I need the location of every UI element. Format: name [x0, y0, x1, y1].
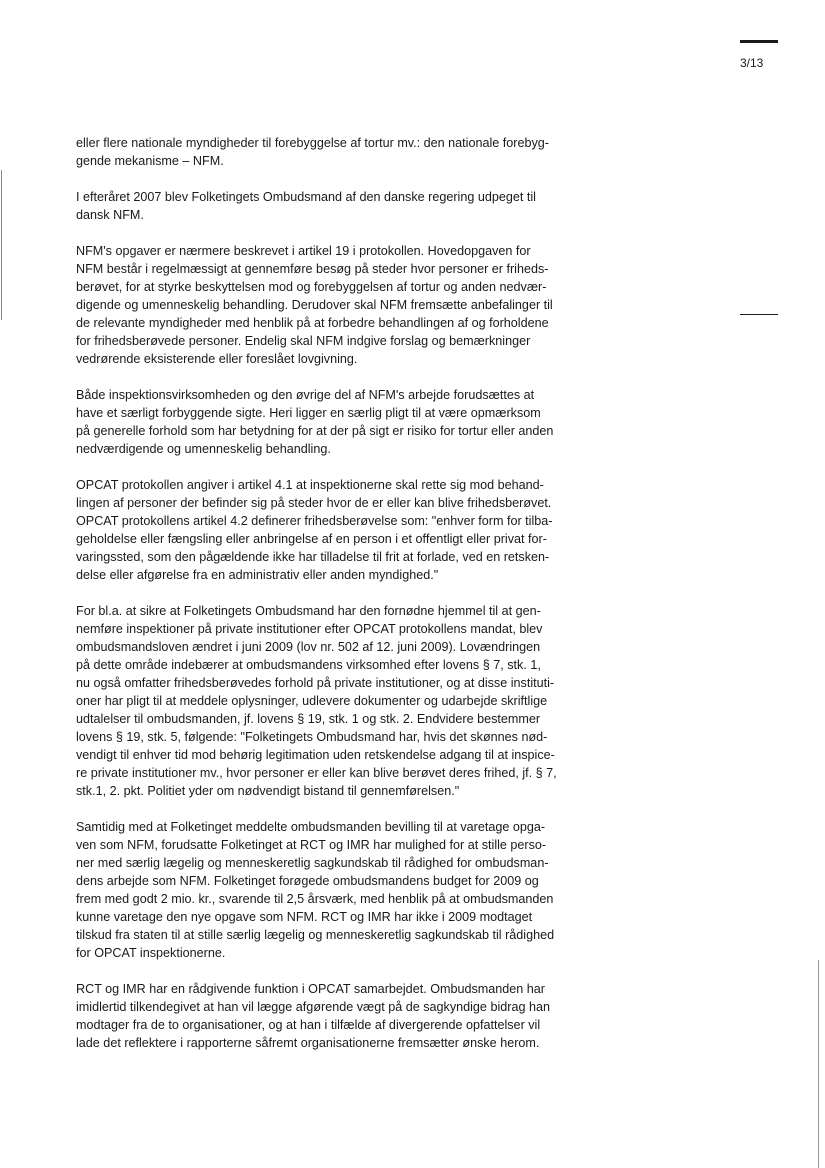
text-line: OPCAT protokollens artikel 4.2 definerer frihedsberøvelse som: "enhver form for tilba- — [76, 514, 553, 528]
text-line: geholdelse eller fængsling eller anbringelse af en person i et offentligt eller privat for- — [76, 532, 547, 546]
text-line: tilskud fra staten til at stille særlig lægelig og menneskeretlig sagkundskab til rådighed — [76, 928, 555, 942]
text-line: ven som NFM, forudsatte Folketinget at RCT og IMR har mulighed for at stille perso- — [76, 838, 547, 852]
text-line: nu også omfatter frihedsberøvedes forhold på private institutioner, og at disse instituti- — [76, 676, 555, 690]
text-line: eller flere nationale myndigheder til forebyggelse af tortur mv.: den nationale forebyg- — [76, 136, 549, 150]
text-line: delse eller afgørelse fra en administrativ eller anden myndighed." — [76, 568, 439, 582]
text-line: re private institutioner mv., hvor personer er eller kan blive berøvet deres frihed, jf. § 7, — [76, 766, 557, 780]
text-line: have et særligt forbyggende sigte. Heri ligger en særlig pligt til at være opmærksom — [76, 406, 541, 420]
text-line: modtager fra de to organisationer, og at han i tilfælde af divergerende opfattelser vil — [76, 1018, 541, 1032]
text-line: For bl.a. at sikre at Folketingets Ombudsmand har den fornødne hjemmel til at gen- — [76, 604, 541, 618]
text-line: de relevante myndigheder med henblik på at forbedre behandlingen af og forholdene — [76, 316, 549, 330]
paragraph — [76, 386, 616, 458]
text-line: varingssted, som den pågældende ikke har tilladelse til frit at forlade, ved en retsken- — [76, 550, 550, 564]
text-line: vedrørende eksisterende eller foreslået lovgivning. — [76, 352, 358, 366]
text-line: kunne varetage den nye opgave som NFM. RCT og IMR har ikke i 2009 modtaget — [76, 910, 533, 924]
paragraph — [76, 980, 616, 1052]
text-line: NFM's opgaver er nærmere beskrevet i artikel 19 i protokollen. Hovedopgaven for — [76, 244, 531, 258]
paragraph — [76, 818, 616, 962]
margin-mark — [740, 314, 778, 315]
header-rule — [740, 40, 778, 43]
text-line: på dette område indebærer at ombudsmandens virksomhed efter lovens § 7, stk. 1, — [76, 658, 541, 672]
text-line: frem med godt 2 mio. kr., svarende til 2,5 årsværk, med henblik på at ombudsmanden — [76, 892, 554, 906]
text-line: Samtidig med at Folketinget meddelte ombudsmanden bevilling til at varetage opga- — [76, 820, 546, 834]
paragraph — [76, 476, 616, 584]
text-line: for frihedsberøvede personer. Endelig skal NFM indgive forslag og bemærkninger — [76, 334, 531, 348]
text-line: Både inspektionsvirksomheden og den øvrige del af NFM's arbejde forudsættes at — [76, 388, 535, 402]
paragraph — [76, 188, 616, 224]
scan-right-edge — [818, 960, 819, 1168]
text-line: lingen af personer der befinder sig på steder hvor de er eller kan blive frihedsberøvet. — [76, 496, 552, 510]
paragraph — [76, 134, 616, 170]
text-line: udtalelser til ombudsmanden, jf. lovens § 19, stk. 1 og stk. 2. Endvidere bestemmer — [76, 712, 541, 726]
text-line: dens arbejde som NFM. Folketinget forøgede ombudsmandens budget for 2009 og — [76, 874, 539, 888]
text-line: berøvet, for at styrke beskyttelsen mod og forebyggelsen af tortur og anden nedvær- — [76, 280, 547, 294]
text-line: dansk NFM. — [76, 208, 144, 222]
text-line: OPCAT protokollen angiver i artikel 4.1 at inspektionerne skal rette sig mod behand- — [76, 478, 544, 492]
text-line: ner med særlig lægelig og menneskeretlig sagkundskab til rådighed for ombudsman- — [76, 856, 549, 870]
text-line: lovens § 19, stk. 5, følgende: "Folketingets Ombudsmand har, hvis det skønnes nød- — [76, 730, 548, 744]
text-line: digende og umenneskelig behandling. Derudover skal NFM fremsætte anbefalinger til — [76, 298, 553, 312]
text-line: nedværdigende og umenneskelig behandling. — [76, 442, 331, 456]
paragraph — [76, 242, 616, 368]
text-line: lade det reflektere i rapporterne såfremt organisationerne fremsætter ønske herom. — [76, 1036, 540, 1050]
text-line: stk.1, 2. pkt. Politiet yder om nødvendigt bistand til gennemførelsen." — [76, 784, 460, 798]
text-line: nemføre inspektioner på private institutioner efter OPCAT protokollens mandat, blev — [76, 622, 543, 636]
text-line: for OPCAT inspektionerne. — [76, 946, 226, 960]
text-line: vendigt til enhver tid mod behørig legitimation uden retskendelse adgang til at inspice- — [76, 748, 555, 762]
text-line: ombudsmandsloven ændret i juni 2009 (lov nr. 502 af 12. juni 2009). Lovændringen — [76, 640, 541, 654]
text-line: imidlertid tilkendegivet at han vil lægge afgørende vægt på de sagkyndige bidrag han — [76, 1000, 550, 1014]
page-number: 3/13 — [740, 56, 764, 70]
text-line: NFM består i regelmæssigt at gennemføre besøg på steder hvor personer er friheds- — [76, 262, 549, 276]
text-line: I efteråret 2007 blev Folketingets Ombudsmand af den danske regering udpeget til — [76, 190, 536, 204]
text-line: oner har pligt til at meddele oplysninger, udlevere dokumenter og udarbejde skriftlige — [76, 694, 548, 708]
text-line: RCT og IMR har en rådgivende funktion i OPCAT samarbejdet. Ombudsmanden har — [76, 982, 545, 996]
text-line: gende mekanisme – NFM. — [76, 154, 224, 168]
text-line: på generelle forhold som har betydning for at der på sigt er risiko for tortur eller anden — [76, 424, 554, 438]
scan-left-edge — [1, 170, 2, 320]
paragraph — [76, 602, 616, 800]
body-text — [76, 134, 616, 1070]
